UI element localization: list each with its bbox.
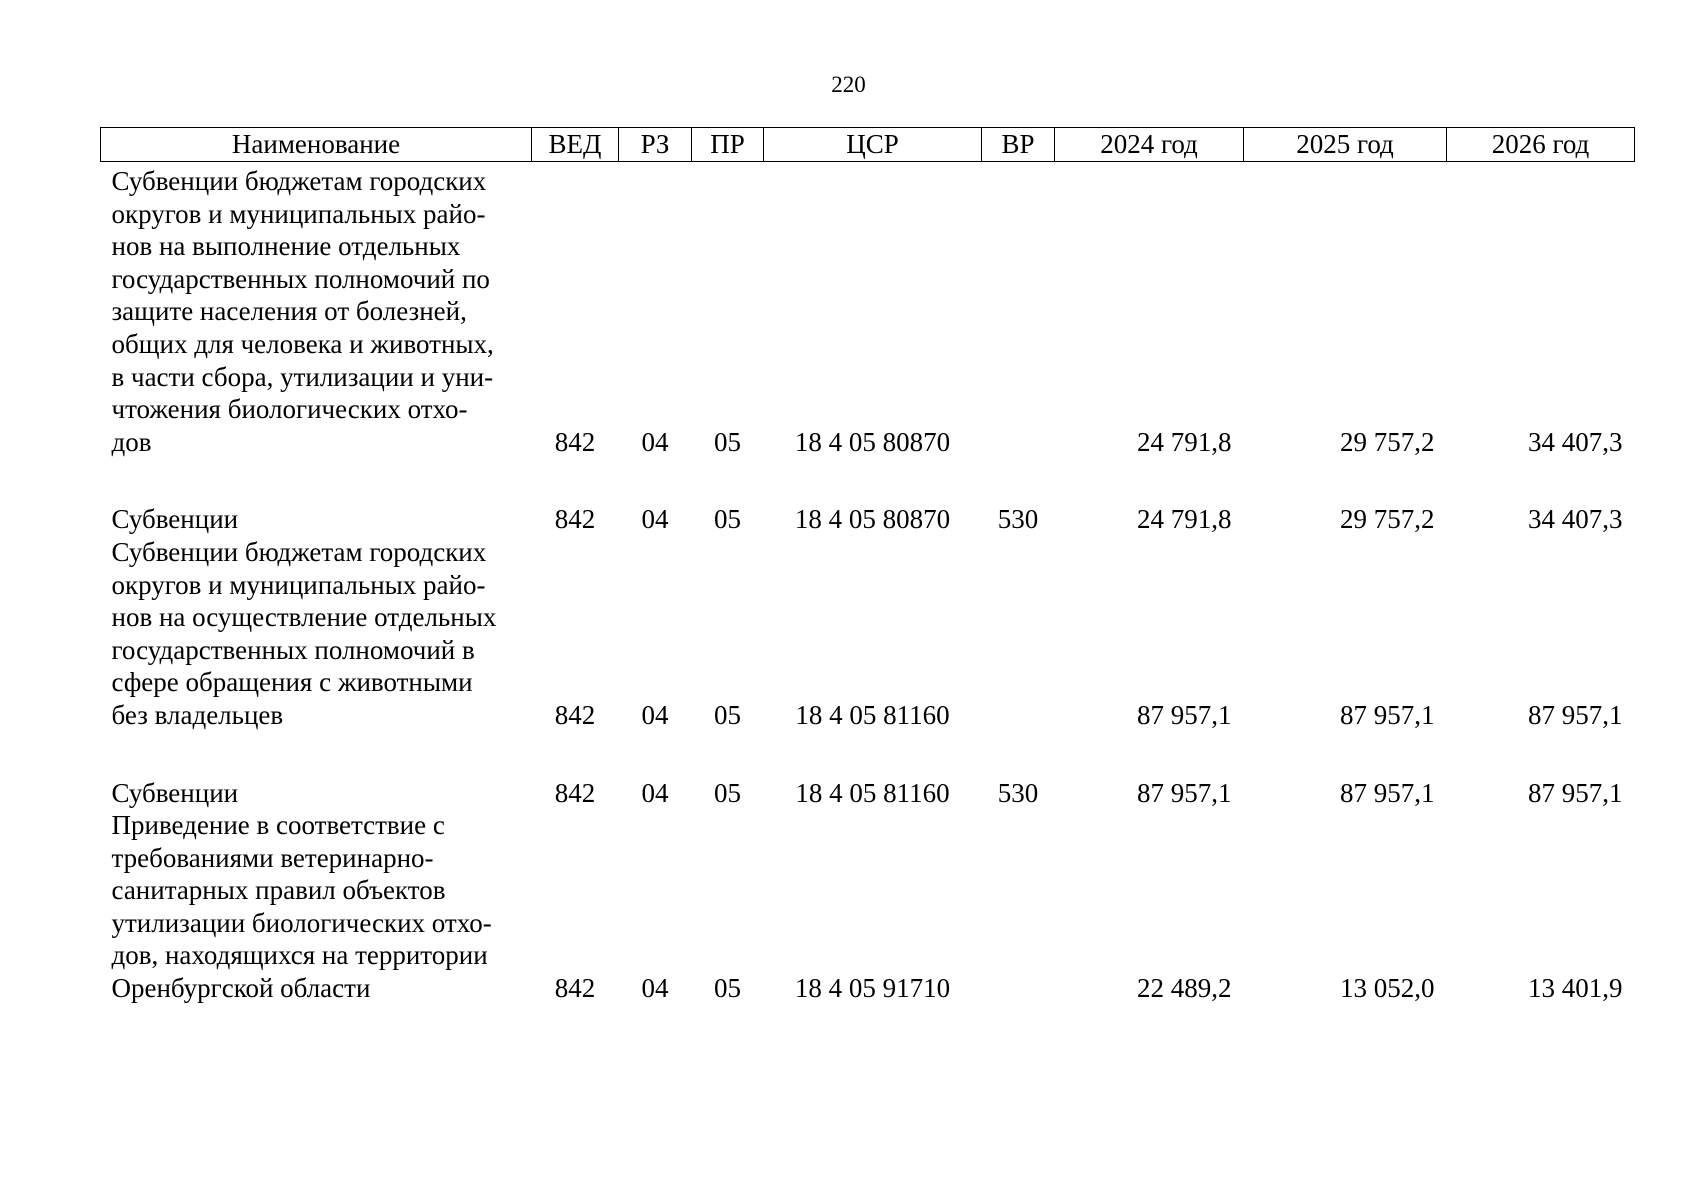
row-y2026: 87 957,1 <box>1528 777 1623 808</box>
row-name-line: требованиями ветеринарно- <box>111 842 434 873</box>
row-vr: 530 <box>997 777 1039 808</box>
row-rz: 04 <box>641 504 669 535</box>
row-name-line: Приведение в соответствие с <box>111 810 445 841</box>
row-y2024: 87 957,1 <box>1137 777 1232 808</box>
table-row <box>101 503 1635 536</box>
budget-table <box>100 127 1635 1050</box>
header-ved: ВЕД <box>532 128 619 162</box>
row-csr: 18 4 05 80870 <box>794 504 951 535</box>
row-csr: 18 4 05 81160 <box>795 699 950 730</box>
row-name-line: чтожения биологических отхо- <box>111 394 468 425</box>
table-header-row <box>101 128 1635 162</box>
row-pr: 05 <box>714 777 741 808</box>
table-row <box>101 162 1635 504</box>
row-pr: 05 <box>714 504 741 535</box>
row-name-line: сфере обращения с животными <box>111 667 473 698</box>
row-csr: 18 4 05 80870 <box>794 426 951 457</box>
row-name-line: общих для человека и животных, <box>111 328 494 359</box>
row-ved: 842 <box>554 504 596 535</box>
row-name <box>101 503 532 536</box>
row-ved: 842 <box>554 973 596 1004</box>
row-name-line: нов на выполнение отдельных <box>111 231 461 262</box>
row-csr: 18 4 05 81160 <box>795 777 950 808</box>
row-name <box>101 536 532 777</box>
header-2024: 2024 год <box>1055 128 1244 162</box>
row-y2024: 87 957,1 <box>1137 699 1232 730</box>
row-name-line: санитарных правил объектов <box>111 875 446 906</box>
row-name-line: утилизации биологических отхо- <box>111 907 492 938</box>
row-y2025: 29 757,2 <box>1340 504 1435 535</box>
row-y2025: 87 957,1 <box>1340 699 1435 730</box>
row-name-line: Субвенции бюджетам городских <box>111 536 487 567</box>
row-name-line: Субвенции <box>111 504 239 535</box>
row-y2025: 87 957,1 <box>1340 777 1435 808</box>
row-name-line: Субвенции бюджетам городских <box>111 166 487 196</box>
row-ved: 842 <box>554 426 596 457</box>
row-name-line: государственных полномочий по <box>111 263 490 294</box>
row-y2024: 24 791,8 <box>1137 426 1232 457</box>
table-row <box>101 536 1635 777</box>
row-name-line: в части сбора, утилизации и уни- <box>111 361 494 392</box>
table-row <box>101 809 1635 1050</box>
row-ved: 842 <box>554 699 596 730</box>
row-y2024: 22 489,2 <box>1137 973 1232 1004</box>
row-y2026: 34 407,3 <box>1528 426 1623 457</box>
row-rz: 04 <box>641 777 669 808</box>
row-name-line: нов на осуществление отдельных <box>111 602 497 633</box>
table-row <box>101 777 1635 810</box>
row-name-line: округов и муниципальных райо- <box>111 198 486 229</box>
row-rz: 04 <box>641 973 669 1004</box>
row-vr <box>982 536 1055 777</box>
row-y2024: 24 791,8 <box>1137 504 1232 535</box>
row-ved: 842 <box>554 777 596 808</box>
row-name <box>101 809 532 1050</box>
row-name-line: дов <box>111 426 152 457</box>
row-name-line: Оренбургской области <box>111 973 371 1004</box>
row-rz: 04 <box>641 426 669 457</box>
row-y2026: 87 957,1 <box>1528 699 1623 730</box>
row-y2025: 29 757,2 <box>1340 426 1435 457</box>
table-body <box>101 162 1635 1050</box>
header-2026: 2026 год <box>1447 128 1635 162</box>
row-csr: 18 4 05 91710 <box>794 973 951 1004</box>
row-vr: 530 <box>997 504 1039 535</box>
row-name-line: защите населения от болезней, <box>111 296 467 327</box>
row-pr: 05 <box>714 699 741 730</box>
page-number: 220 <box>831 72 866 97</box>
row-y2026: 34 407,3 <box>1528 504 1623 535</box>
row-vr <box>982 809 1055 1050</box>
row-vr <box>982 162 1055 504</box>
row-pr: 05 <box>714 973 741 1004</box>
row-name <box>101 777 532 810</box>
row-name-line: Субвенции <box>111 777 239 808</box>
row-name <box>101 162 532 504</box>
header-pr: ПР <box>692 128 764 162</box>
row-rz: 04 <box>641 699 669 730</box>
row-name-line: округов и муниципальных райо- <box>111 569 486 600</box>
header-2025: 2025 год <box>1244 128 1447 162</box>
header-csr: ЦСР <box>764 128 982 162</box>
row-name-line: без владельцев <box>111 699 284 730</box>
row-name-line: государственных полномочий в <box>111 634 475 665</box>
row-pr: 05 <box>714 426 741 457</box>
row-name-line: дов, находящихся на территории <box>111 940 488 971</box>
header-vr: ВР <box>982 128 1055 162</box>
row-y2026: 13 401,9 <box>1528 973 1623 1004</box>
header-rz: РЗ <box>619 128 692 162</box>
row-y2025: 13 052,0 <box>1340 973 1435 1004</box>
header-name: Наименование <box>101 128 532 162</box>
